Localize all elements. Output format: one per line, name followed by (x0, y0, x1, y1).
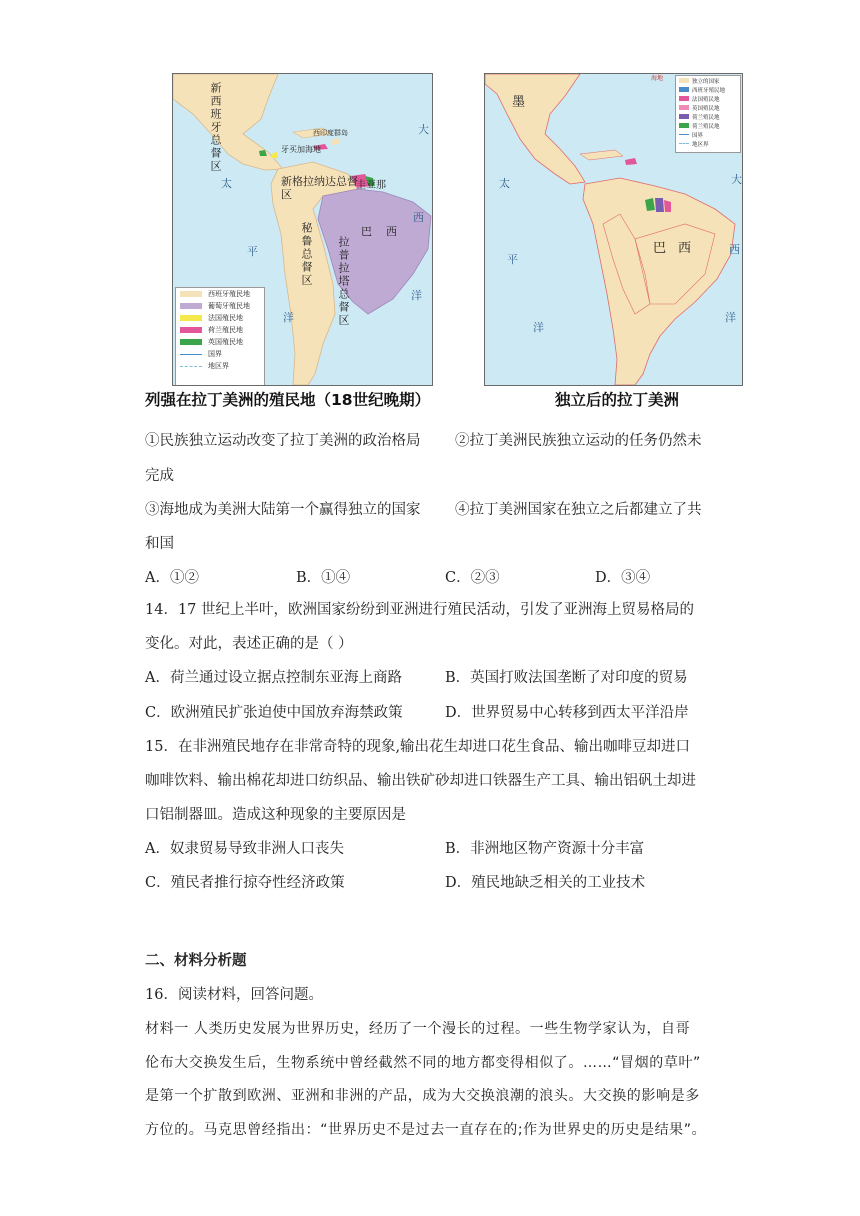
legend-swatch (180, 327, 202, 333)
q13-choice-c[interactable]: C．②③ (445, 570, 500, 586)
q13-option-4: ④拉丁美洲国家在独立之后都建立了共 (455, 502, 702, 518)
legend-label: 地区界 (692, 141, 709, 148)
legend-swatch (180, 339, 202, 345)
material-1-line-1: 材料一 人类历史发展为世界历史，经历了一个漫长的过程。一些生物学家认为，自哥 (145, 1021, 691, 1037)
legend-swatch (679, 96, 689, 101)
label-la-plata: 拉普拉塔总督区 (337, 236, 350, 327)
legend-item (676, 130, 740, 139)
q13-choice-b[interactable]: B．①④ (296, 570, 351, 586)
ocean-label-tai: 太 (499, 177, 510, 190)
legend-label: 西班牙殖民地 (692, 87, 726, 94)
ocean-label-tai: 太 (221, 177, 232, 190)
ocean-label-ping: 平 (247, 245, 258, 258)
legend-item (176, 300, 264, 312)
legend-item (176, 348, 264, 360)
label-mexico: 墨 (512, 95, 526, 110)
legend-swatch (679, 87, 689, 92)
legend-label: 国界 (692, 132, 704, 139)
material-1-line-3: 是第一个扩散到欧洲、亚洲和非洲的产品，成为大交换浪潮的浪头。大交换的影响是多 (145, 1088, 700, 1104)
ocean-label-yang-east: 洋 (411, 289, 422, 302)
label-new-granada: 新格拉纳达总督区 (281, 175, 358, 201)
label-jamaica-haiti: 牙买加海地 (281, 145, 321, 154)
legend-item (676, 94, 740, 103)
q15-choice-a[interactable]: A．奴隶贸易导致非洲人口丧失 (145, 841, 344, 857)
legend-label: 法国殖民地 (208, 314, 243, 322)
legend-swatch (679, 114, 689, 119)
map1-caption: 列强在拉丁美洲的殖民地（18世纪晚期） (145, 391, 431, 409)
legend-item (176, 336, 264, 348)
legend-item (176, 324, 264, 336)
ocean-label-yang-west: 洋 (533, 321, 544, 334)
ocean-label-xi: 西 (413, 211, 424, 224)
map2-caption: 独立后的拉丁美洲 (555, 391, 680, 409)
q13-option-2: ②拉丁美洲民族独立运动的任务仍然未 (455, 433, 702, 449)
legend-swatch (180, 291, 202, 297)
ocean-label-da: 大 (731, 173, 742, 186)
label-new-spain: 新西班牙总督区 (209, 82, 222, 173)
q13-option-4-cont: 和国 (145, 536, 174, 552)
label-brazil: 巴西 (361, 225, 411, 238)
label-peru: 秘鲁总督区 (300, 222, 313, 287)
legend-item (676, 85, 740, 94)
legend-label: 英国殖民地 (208, 338, 243, 346)
material-1-line-4: 方位的。马克思曾经指出：“世界历史不是过去一直存在的;作为世界史的历史是结果”。 (145, 1122, 707, 1138)
legend-label: 西班牙殖民地 (208, 290, 250, 298)
section-title: 二、材料分析题 (145, 953, 247, 969)
legend-swatch (180, 366, 202, 367)
q14-choice-b[interactable]: B．英国打败法国垄断了对印度的贸易 (445, 670, 688, 686)
q13-option-3: ③海地成为美洲大陆第一个赢得独立的国家 (145, 502, 421, 518)
legend-item (176, 360, 264, 372)
map1-legend (175, 287, 265, 386)
legend-swatch (180, 354, 202, 355)
legend-item (676, 103, 740, 112)
ocean-label-yang-east: 洋 (725, 311, 736, 324)
legend-label: 地区界 (208, 362, 229, 370)
legend-label: 荷兰殖民地 (692, 123, 720, 130)
colonial-map (172, 73, 433, 386)
q14-choice-a[interactable]: A．荷兰通过设立据点控制东亚海上商路 (145, 670, 402, 686)
ocean-label-yang-west: 洋 (283, 311, 294, 324)
q14-choice-c[interactable]: C．欧洲殖民扩张迫使中国放弃海禁政策 (145, 705, 403, 721)
label-west-indies: 西印度群岛 (313, 129, 348, 137)
legend-label: 英国殖民地 (692, 105, 720, 112)
legend-item (676, 112, 740, 121)
legend-title: 海地 (651, 75, 664, 82)
q15-choice-b[interactable]: B．非洲地区物产资源十分丰富 (445, 841, 645, 857)
q14-stem-cont: 变化。对此，表述正确的是（ ） (145, 636, 353, 652)
q16-stem: 16．阅读材料，回答问题。 (145, 987, 323, 1003)
q13-option-1: ①民族独立运动改变了拉丁美洲的政治格局 (145, 433, 421, 449)
legend-label: 法国殖民地 (692, 96, 720, 103)
legend-label: 荷兰殖民地 (692, 114, 720, 121)
legend-label: 葡萄牙殖民地 (208, 302, 250, 310)
legend-swatch (679, 105, 689, 110)
independence-map (484, 73, 743, 386)
legend-swatch (679, 78, 689, 83)
q14-stem: 14．17 世纪上半叶，欧洲国家纷纷到亚洲进行殖民活动，引发了亚洲海上贸易格局的 (145, 602, 695, 618)
legend-swatch (679, 143, 689, 144)
label-brazil: 巴西 (653, 241, 704, 256)
q13-choice-d[interactable]: D．③④ (595, 570, 651, 586)
legend-label: 荷兰殖民地 (208, 326, 243, 334)
ocean-label-ping: 平 (507, 253, 518, 266)
ocean-label-xi: 西 (729, 243, 740, 256)
legend-item (176, 288, 264, 300)
legend-swatch (180, 315, 202, 321)
legend-label: 国界 (208, 350, 222, 358)
label-guiana: 圭亚那 (356, 180, 386, 191)
q15-stem: 15．在非洲殖民地存在非常奇特的现象,输出花生却进口花生食品、输出咖啡豆却进口 (145, 739, 691, 755)
q15-choice-c[interactable]: C．殖民者推行掠夺性经济政策 (145, 875, 345, 891)
q14-choice-d[interactable]: D．世界贸易中心转移到西太平洋沿岸 (445, 705, 689, 721)
legend-item (676, 76, 740, 85)
legend-item (676, 121, 740, 130)
legend-item (176, 312, 264, 324)
legend-swatch (679, 123, 689, 128)
material-1-line-2: 伦布大交换发生后，生物系统中曾经截然不同的地方都变得相似了。……“冒烟的草叶” (145, 1055, 701, 1071)
ocean-label-da: 大 (418, 123, 429, 136)
legend-label: 独立的国家 (692, 78, 720, 85)
legend-swatch (180, 303, 202, 309)
q15-choice-d[interactable]: D．殖民地缺乏相关的工业技术 (445, 875, 646, 891)
q15-stem-cont-2: 口铝制器皿。造成这种现象的主要原因是 (145, 807, 406, 823)
legend-item (676, 139, 740, 148)
q13-choice-a[interactable]: A．①② (145, 570, 199, 586)
map2-legend (675, 75, 741, 153)
q13-option-2-cont: 完成 (145, 468, 174, 484)
legend-swatch (679, 134, 689, 135)
q15-stem-cont-1: 咖啡饮料、输出棉花却进口纺织品、输出铁矿砂却进口铁器生产工具、输出铝矾土却进 (145, 773, 696, 789)
